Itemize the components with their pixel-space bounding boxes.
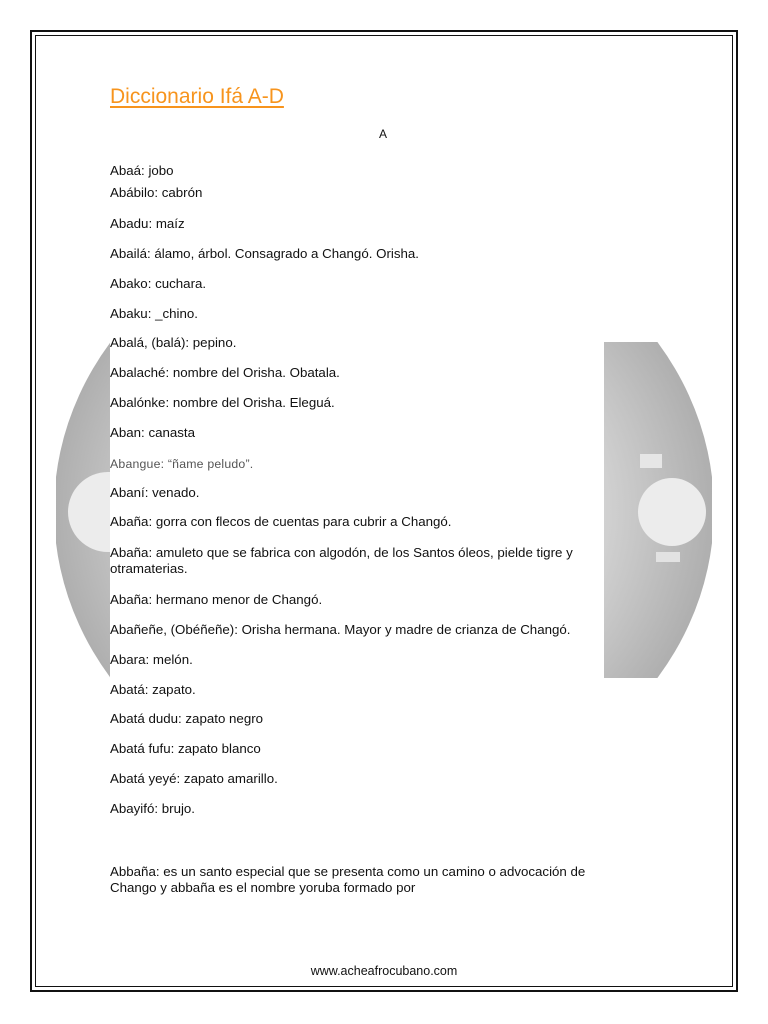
dictionary-entry: Abalónke: nombre del Orisha. Eleguá.: [110, 395, 335, 410]
dictionary-entry: Abaña: amuleto que se fabrica con algodón, de los Santos óleos, pielde tigre y otramaterias.: [110, 545, 573, 576]
dictionary-entry: Abatá dudu: zapato negro: [110, 711, 264, 726]
dictionary-entry: Abaá: jobo: [110, 163, 174, 178]
dictionary-entry: Abaní: venado.: [110, 485, 200, 500]
dictionary-entry: Abailá: álamo, árbol. Consagrado a Changó. Orisha.: [110, 246, 419, 261]
dictionary-entry: Abaña: gorra con flecos de cuentas para cubrir a Changó.: [110, 514, 452, 529]
dictionary-entry: Abatá: zapato.: [110, 682, 196, 697]
dictionary-entry: Abara: melón.: [110, 652, 193, 667]
dictionary-entry: Abaku: _chino.: [110, 306, 198, 321]
dictionary-entry: Abalaché: nombre del Orisha. Obatala.: [110, 365, 340, 380]
document-title: Diccionario Ifá A-D: [110, 85, 284, 108]
dictionary-entry: Abadu: maíz: [110, 216, 185, 231]
footer-url: www.acheafrocubano.com: [310, 964, 458, 978]
dictionary-entry: Abatá fufu: zapato blanco: [110, 741, 261, 756]
dictionary-entry: Aban: canasta: [110, 425, 196, 440]
dictionary-entry: Abábilo: cabrón: [110, 185, 203, 200]
section-letter: A: [379, 127, 388, 141]
dictionary-entry: Abangue: “ñame peludo”.: [110, 457, 254, 471]
dictionary-entry: Abalá, (balá): pepino.: [110, 335, 237, 350]
dictionary-entry: Abañeñe, (Obéñeñe): Orisha hermana. Mayor y madre de crianza de Changó.: [110, 622, 571, 637]
dictionary-entry: Abaña: hermano menor de Changó.: [110, 592, 323, 607]
dictionary-entry: Abako: cuchara.: [110, 276, 207, 291]
dictionary-entry: Abayifó: brujo.: [110, 801, 196, 816]
dictionary-entry: Abbaña: es un santo especial que se presenta como un camino o advocación de Chango y abbaña es el nombre yoruba formado por: [110, 864, 586, 895]
dictionary-entry: Abatá yeyé: zapato amarillo.: [110, 771, 278, 786]
